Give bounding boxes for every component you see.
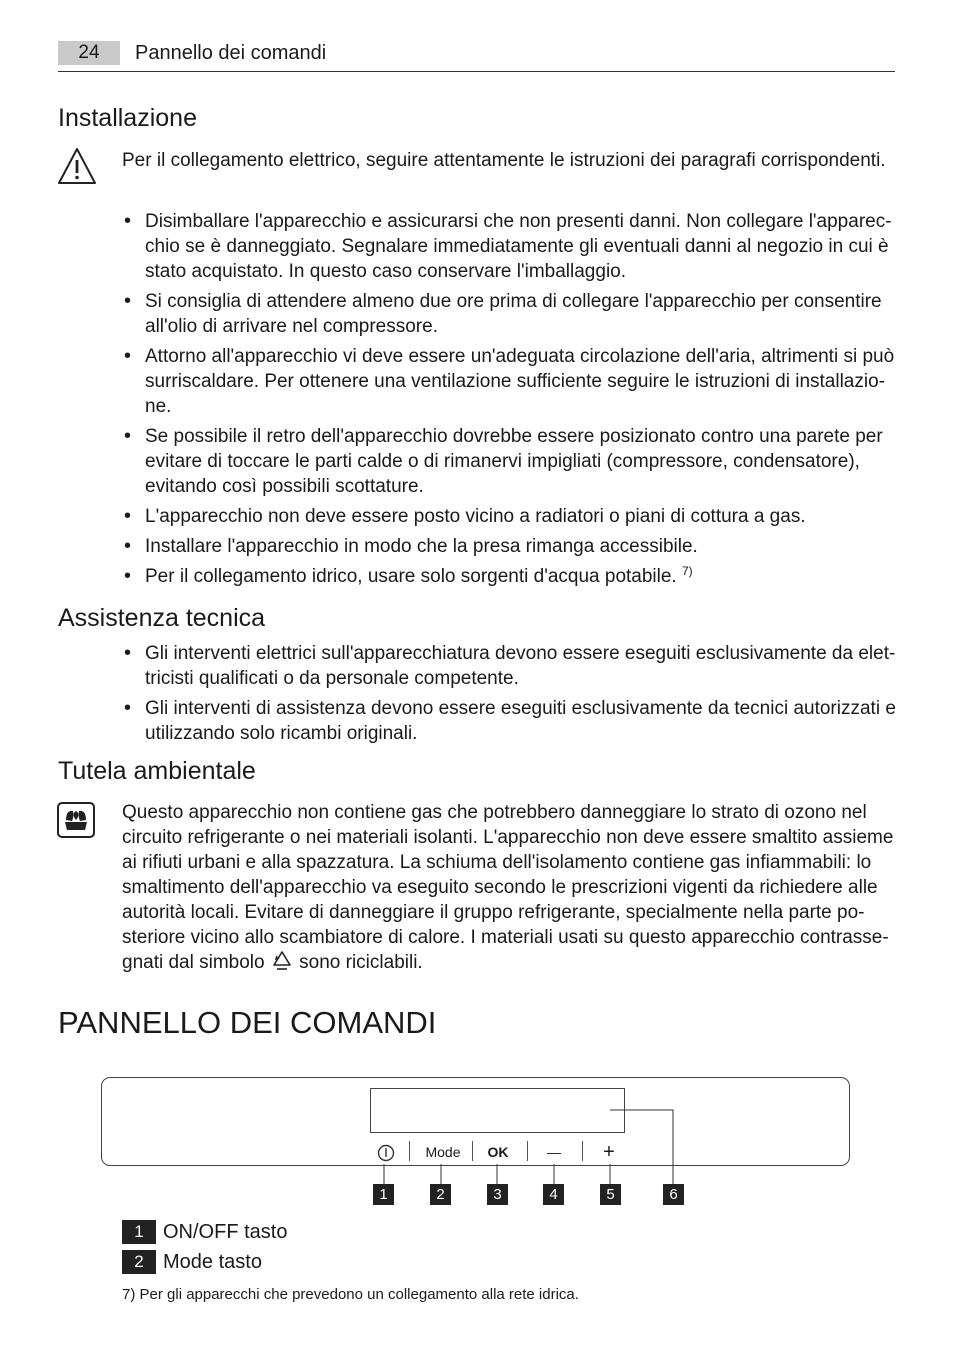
legend-number: 1 — [122, 1220, 156, 1244]
list-item: • Gli interventi elettrici sull'apparecchiatura devono essere eseguiti esclusivamente da elet- tricisti qualificati o da personale competente. — [122, 641, 898, 691]
list-item: • Disimballare l'apparecchio e assicurarsi che non presenti danni. Non collegare l'apparec- chio se è danneggiato. Segnalare immediatamente gli eventuali danni al negozio in cui è stato acquistato. In questo caso conservare l'imballaggio. — [122, 209, 898, 284]
callout-1: 1 — [373, 1184, 394, 1205]
callout-2: 2 — [430, 1184, 451, 1205]
list-item: • Attorno all'apparecchio vi deve essere un'adeguata circolazione dell'aria, altrimenti si può surriscaldare. Per ottenere una ventilazione sufficiente seguire le istruzioni di installazio- ne. — [122, 344, 898, 419]
callout-5: 5 — [600, 1184, 621, 1205]
page-number: 24 — [58, 41, 120, 65]
list-item: • Se possibile il retro dell'apparecchio dovrebbe essere posizionato contro una parete per evitare di toccare le parti calde o di rimanervi impigliati (compressore, condensatore), evitando così possibili scottature. — [122, 424, 898, 499]
heading-installazione: Installazione — [58, 104, 197, 132]
warning-text: Per il collegamento elettrico, seguire attentamente le istruzioni dei paragrafi corrispondenti. — [122, 150, 886, 171]
heading-tutela: Tutela ambientale — [58, 757, 256, 785]
footnote-ref: 7) — [682, 564, 693, 578]
mode-button-label: Mode — [425, 1144, 461, 1160]
tutela-text-end: sono riciclabili. — [299, 952, 423, 973]
list-item: • L'apparecchio non deve essere posto vicino a radiatori o piani di cottura a gas. — [122, 504, 898, 529]
heading-pannello: PANNELLO DEI COMANDI — [58, 1005, 437, 1040]
callout-4: 4 — [543, 1184, 564, 1205]
list-item: • Si consiglia di attendere almeno due ore prima di collegare l'apparecchio per consentire all'olio di arrivare nel compressore. — [122, 289, 898, 339]
minus-button-label: — — [547, 1144, 561, 1160]
callout-6: 6 — [663, 1184, 684, 1205]
callout-3: 3 — [487, 1184, 508, 1205]
plus-button-label: + — [603, 1141, 615, 1163]
footnote: 7) Per gli apparecchi che prevedono un collegamento alla rete idrica. — [122, 1286, 579, 1303]
list-item-text: Per il collegamento idrico, usare solo sorgenti d'acqua potabile. — [145, 566, 677, 587]
tutela-text-main: Questo apparecchio non contiene gas che potrebbero danneggiare lo strato di ozono nel circuito refrigerante o nei materiali isolanti. L'apparecchio non deve essere smaltito assieme ai rifiuti urbani e alla spazzatura. La schiuma dell'isolamento contiene gas infiammabili: lo smaltimento dell'apparecchio va eseguito secondo le prescrizioni vigenti da richiedere alle autorità locali. Evitare di danneggiare il gruppo refrigerante, specialmente nella parte po- steriore vicino allo scambiatore di calore. I materiali usati su questo apparecchio contrasse- gnati dal simbolo — [122, 802, 894, 973]
list-item: • Gli interventi di assistenza devono essere eseguiti esclusivamente da tecnici autorizzati e utilizzando solo ricambi originali. — [122, 696, 898, 746]
legend-label: Mode tasto — [163, 1251, 262, 1273]
ok-button-label: OK — [487, 1144, 509, 1160]
list-item: • Installare l'apparecchio in modo che la presa rimanga accessibile. — [122, 534, 898, 559]
header-title: Pannello dei comandi — [135, 42, 327, 64]
heading-assistenza: Assistenza tecnica — [58, 604, 266, 632]
legend-number: 2 — [122, 1250, 156, 1274]
legend-label: ON/OFF tasto — [163, 1221, 288, 1243]
